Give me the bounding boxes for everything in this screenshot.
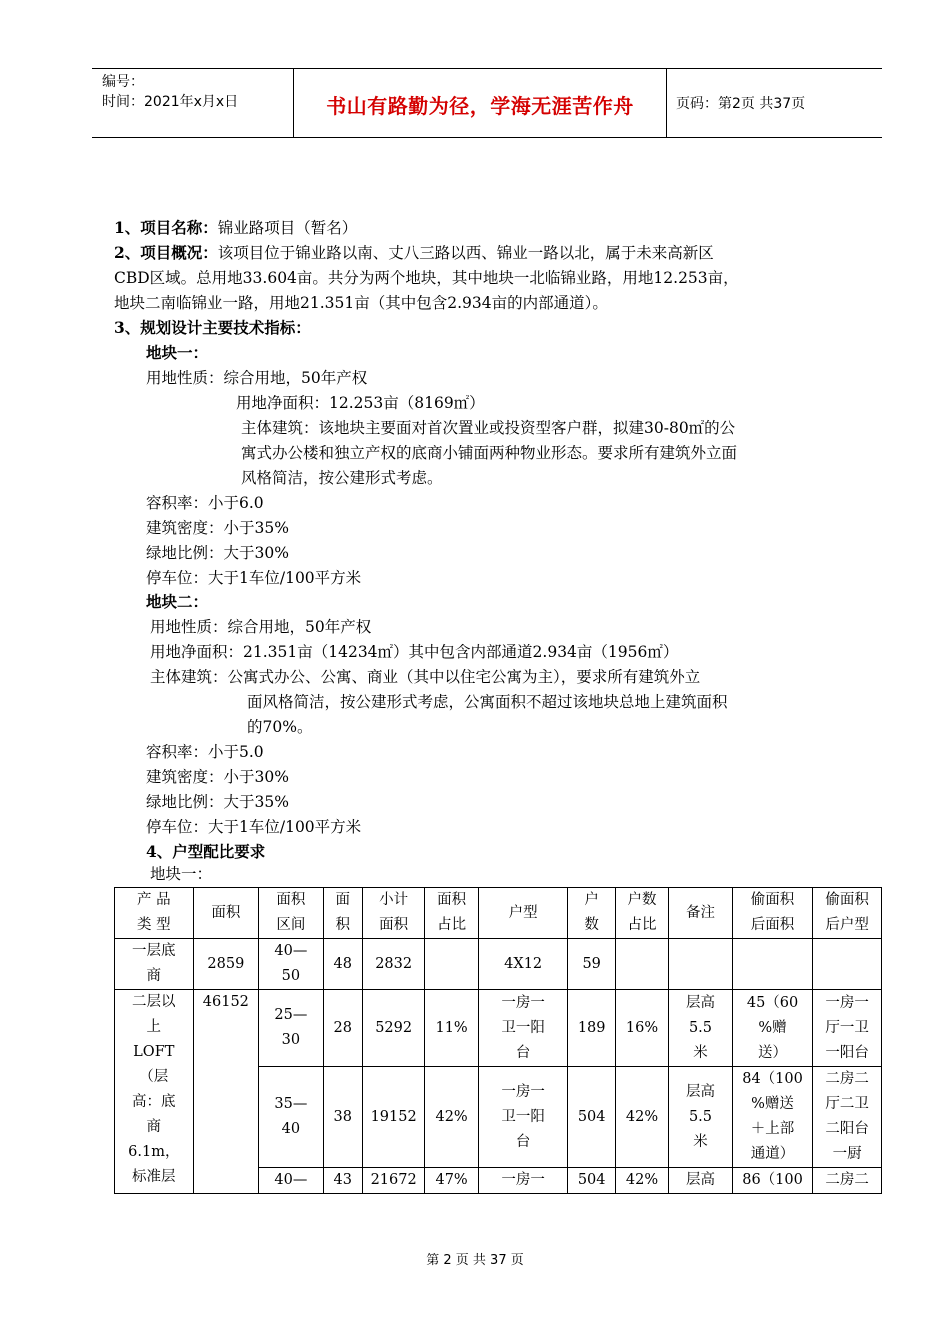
plot-1-title: 地块一： — [146, 343, 209, 362]
table-cell — [669, 939, 732, 990]
page-label: 页码：第2页 共37页 — [676, 96, 806, 112]
table-cell: 2859 — [193, 939, 259, 990]
plot-2-main-2: 面风格简洁，按公建形式考虑，公寓面积不超过该地块总地上建筑面积 — [247, 693, 728, 711]
table-cell: 59 — [568, 939, 615, 990]
table-cell: 35— 40 — [259, 1067, 324, 1168]
table-cell: 一房一 卫一阳 台 — [478, 1067, 568, 1168]
table-cell: 一房一 — [478, 1168, 568, 1194]
header-cell: 面 积 — [323, 888, 362, 939]
table-cell: 189 — [568, 990, 615, 1067]
plot-1-density: 建筑密度：小于35% — [146, 519, 289, 537]
item-2-line-3: 地块二南临锦业一路，用地21.351亩（其中包含2.934亩的内部通道）。 — [114, 294, 608, 312]
item-1-value: 锦业路项目（暂名） — [217, 219, 358, 237]
header-cell: 面积 占比 — [425, 888, 478, 939]
plot-2-title: 地块二： — [146, 592, 209, 611]
table-cell: 2832 — [362, 939, 424, 990]
table-header-row — [115, 888, 882, 939]
table-cell: 45（60 %赠 送） — [732, 990, 813, 1067]
item-4-label: 4、户型配比要求 — [146, 842, 266, 861]
table-cell: 一房一 厅一卫 一阳台 — [813, 990, 882, 1067]
header-cell: 户数 占比 — [615, 888, 668, 939]
plot-1-green: 绿地比例：大于30% — [146, 544, 289, 562]
plot-2-main-1: 主体建筑：公寓式办公、公寓、商业（其中以住宅公寓为主），要求所有建筑外立 — [150, 668, 701, 686]
plot-2-main-3: 的70%。 — [247, 718, 313, 736]
item-1 — [114, 218, 357, 238]
plot-2-parking: 停车位：大于1车位/100平方米 — [146, 818, 362, 836]
table-cell: 40— 50 — [259, 939, 324, 990]
table-cell: 层高 5.5 米 — [669, 990, 732, 1067]
table-cell: 5292 — [362, 990, 424, 1067]
table-cell: 一层底 商 — [115, 939, 194, 990]
table-cell: 42% — [615, 1067, 668, 1168]
table-cell: 二房二 — [813, 1168, 882, 1194]
table-cell — [425, 939, 478, 990]
table-cell: 11% — [425, 990, 478, 1067]
table-cell: 86（100 — [732, 1168, 813, 1194]
plot-1-use: 用地性质：综合用地，50年产权 — [146, 369, 368, 387]
item-2-label: 2、项目概况： — [114, 243, 218, 262]
table-cell: 504 — [568, 1067, 615, 1168]
unit-mix-table — [114, 887, 882, 1194]
header-motto: 书山有路勤为径，学海无涯苦作舟 — [326, 94, 634, 118]
header-cell: 偷面积 后户型 — [813, 888, 882, 939]
table-cell: 504 — [568, 1168, 615, 1194]
table-cell — [813, 939, 882, 990]
table-cell: 28 — [323, 990, 362, 1067]
area-cell: 46152 — [193, 990, 259, 1194]
table-cell: 21672 — [362, 1168, 424, 1194]
plot-2-far: 容积率：小于5.0 — [146, 743, 264, 761]
header-divider — [666, 69, 667, 137]
table-row — [115, 990, 882, 1067]
page-header — [92, 68, 882, 138]
plot-1-far: 容积率：小于6.0 — [146, 494, 264, 512]
item-3-label: 3、规划设计主要技术指标： — [114, 318, 311, 337]
table-cell — [732, 939, 813, 990]
plot-1-net-area: 用地净面积：12.253亩（8169㎡） — [236, 394, 485, 412]
table-cell: 二房二 厅二卫 二阳台 一厨 — [813, 1067, 882, 1168]
table-cell: 层高 — [669, 1168, 732, 1194]
table-cell: 84（100 %赠送 ＋上部 通道） — [732, 1067, 813, 1168]
table-cell: 48 — [323, 939, 362, 990]
table-cell: 层高 5.5 米 — [669, 1067, 732, 1168]
table-cell: 16% — [615, 990, 668, 1067]
table-cell: 43 — [323, 1168, 362, 1194]
item-1-label: 1、项目名称： — [114, 218, 218, 237]
table-cell: 42% — [425, 1067, 478, 1168]
plot-2-green: 绿地比例：大于35% — [146, 793, 289, 811]
plot-2-net-area: 用地净面积：21.351亩（14234㎡）其中包含内部通道2.934亩（1956㎡） — [150, 643, 679, 661]
table-row — [115, 939, 882, 990]
header-cell: 产 品 类 型 — [115, 888, 194, 939]
header-cell: 面积 区间 — [259, 888, 324, 939]
table-cell: 一房一 卫一阳 台 — [478, 990, 568, 1067]
plot-1-main-3: 风格简洁，按公建形式考虑。 — [241, 469, 443, 487]
time-label: 时间：2021年x月x日 — [102, 94, 239, 110]
table-caption: 地块一： — [150, 865, 213, 883]
serial-label: 编号： — [102, 74, 144, 90]
page-footer: 第 2 页 共 37 页 — [426, 1253, 524, 1268]
table-cell: 4X12 — [478, 939, 568, 990]
plot-2-density: 建筑密度：小于30% — [146, 768, 289, 786]
header-cell: 户 数 — [568, 888, 615, 939]
plot-1-main-2: 寓式办公楼和独立产权的底商小铺面两种物业形态。要求所有建筑外立面 — [241, 444, 738, 462]
table-cell: 25— 30 — [259, 990, 324, 1067]
table-cell: 40— — [259, 1168, 324, 1194]
table-cell: 19152 — [362, 1067, 424, 1168]
table-cell: 38 — [323, 1067, 362, 1168]
product-type-cell: 二层以 上 LOFT （层 高：底 商 6.1m， 标准层 — [115, 990, 194, 1194]
header-cell: 面积 — [193, 888, 259, 939]
plot-2-use: 用地性质：综合用地，50年产权 — [150, 618, 372, 636]
item-2-line-1: 该项目位于锦业路以南、丈八三路以西、锦业一路以北，属于未来高新区 — [217, 244, 714, 262]
header-cell: 小计 面积 — [362, 888, 424, 939]
header-cell: 户型 — [478, 888, 568, 939]
table-cell — [615, 939, 668, 990]
plot-1-parking: 停车位：大于1车位/100平方米 — [146, 569, 362, 587]
header-cell: 备注 — [669, 888, 732, 939]
table-cell: 47% — [425, 1168, 478, 1194]
item-2-line-2: CBD区域。总用地33.604亩。共分为两个地块，其中地块一北临锦业路，用地12.253亩， — [114, 269, 739, 287]
item-2 — [114, 243, 714, 263]
header-cell: 偷面积 后面积 — [732, 888, 813, 939]
table-cell: 42% — [615, 1168, 668, 1194]
plot-1-main-1: 主体建筑：该地块主要面对首次置业或投资型客户群，拟建30-80㎡的公 — [241, 419, 736, 437]
